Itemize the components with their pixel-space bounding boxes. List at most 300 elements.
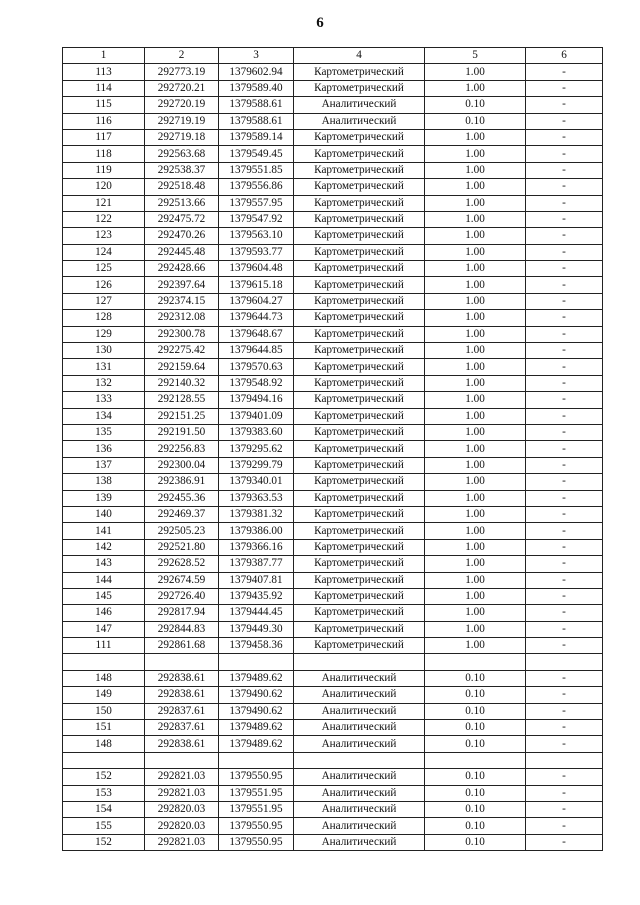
table-cell: 0.10 — [425, 818, 526, 834]
table-cell: 1379551.95 — [219, 785, 294, 801]
table-cell: 1379648.67 — [219, 326, 294, 342]
table-cell: 292521.80 — [145, 539, 219, 555]
table-cell: - — [526, 244, 603, 260]
table-cell — [425, 654, 526, 670]
table-cell: 131 — [63, 359, 145, 375]
table-cell: 292674.59 — [145, 572, 219, 588]
table-cell: 292151.25 — [145, 408, 219, 424]
table-cell: 1379366.16 — [219, 539, 294, 555]
table-cell: 0.10 — [425, 97, 526, 113]
table-cell: - — [526, 457, 603, 473]
table-cell: 1.00 — [425, 556, 526, 572]
table-cell: 115 — [63, 97, 145, 113]
table-cell: 1379644.85 — [219, 343, 294, 359]
table-row — [63, 244, 603, 260]
table-cell: 1.00 — [425, 539, 526, 555]
table-row — [63, 801, 603, 817]
table-cell: - — [526, 228, 603, 244]
table-cell: 148 — [63, 736, 145, 752]
table-cell: 1.00 — [425, 228, 526, 244]
table-cell: Аналитический — [294, 785, 425, 801]
table-cell: 1.00 — [425, 277, 526, 293]
table-cell: 153 — [63, 785, 145, 801]
table-cell: Аналитический — [294, 736, 425, 752]
header-cell-1: 1 — [63, 48, 145, 64]
table-cell — [526, 752, 603, 768]
table-row — [63, 490, 603, 506]
table-cell: 292469.37 — [145, 506, 219, 522]
table-cell: 0.10 — [425, 670, 526, 686]
table-cell: 1379588.61 — [219, 97, 294, 113]
table-cell: 1379551.95 — [219, 801, 294, 817]
table-cell: 292628.52 — [145, 556, 219, 572]
table-cell: 292386.91 — [145, 474, 219, 490]
table-cell: 0.10 — [425, 736, 526, 752]
table-cell: 1379644.73 — [219, 310, 294, 326]
table-cell: 122 — [63, 211, 145, 227]
header-row — [63, 48, 603, 64]
table-row — [63, 211, 603, 227]
table-cell: - — [526, 834, 603, 850]
table-cell: 1.00 — [425, 523, 526, 539]
table-cell: 155 — [63, 818, 145, 834]
table-cell: - — [526, 490, 603, 506]
table-cell: 124 — [63, 244, 145, 260]
table-cell: 292159.64 — [145, 359, 219, 375]
table-cell: - — [526, 64, 603, 80]
table-cell: 1379383.60 — [219, 424, 294, 440]
table-cell: 292844.83 — [145, 621, 219, 637]
table-cell: Аналитический — [294, 801, 425, 817]
table-row — [63, 834, 603, 850]
table-cell: - — [526, 211, 603, 227]
table-cell — [294, 654, 425, 670]
table-cell: Картометрический — [294, 146, 425, 162]
table-cell: 116 — [63, 113, 145, 129]
table-cell: 138 — [63, 474, 145, 490]
table-cell: 1379550.95 — [219, 834, 294, 850]
table-cell: 113 — [63, 64, 145, 80]
table-cell: 1.00 — [425, 441, 526, 457]
table-cell: Картометрический — [294, 179, 425, 195]
table-row — [63, 785, 603, 801]
table-cell: Картометрический — [294, 80, 425, 96]
table-cell: 147 — [63, 621, 145, 637]
table-cell — [63, 654, 145, 670]
table-cell: 121 — [63, 195, 145, 211]
table-cell: 292513.66 — [145, 195, 219, 211]
table-cell: Картометрический — [294, 523, 425, 539]
table-cell: Картометрический — [294, 490, 425, 506]
table-cell: Картометрический — [294, 310, 425, 326]
table-row — [63, 539, 603, 555]
table-cell — [425, 752, 526, 768]
table-cell: 119 — [63, 162, 145, 178]
table-body — [63, 64, 603, 851]
table-cell: - — [526, 195, 603, 211]
table-cell: 292719.18 — [145, 129, 219, 145]
table-row — [63, 392, 603, 408]
table-cell: Картометрический — [294, 408, 425, 424]
table-row — [63, 670, 603, 686]
table-cell: - — [526, 146, 603, 162]
table-cell — [145, 752, 219, 768]
table-cell: Картометрический — [294, 638, 425, 654]
table-cell: - — [526, 769, 603, 785]
table-cell: Картометрический — [294, 195, 425, 211]
table-cell: 1379604.27 — [219, 293, 294, 309]
table-row — [63, 572, 603, 588]
table-cell: 1379449.30 — [219, 621, 294, 637]
table-row — [63, 293, 603, 309]
table-cell: Картометрический — [294, 588, 425, 604]
table-cell: 114 — [63, 80, 145, 96]
table-row — [63, 162, 603, 178]
table-cell: 1.00 — [425, 375, 526, 391]
table-cell: 1.00 — [425, 261, 526, 277]
table-cell: Аналитический — [294, 818, 425, 834]
table-row — [63, 424, 603, 440]
table-cell: - — [526, 818, 603, 834]
table-cell: 1.00 — [425, 359, 526, 375]
table-cell: 1379489.62 — [219, 670, 294, 686]
table-cell: 129 — [63, 326, 145, 342]
table-row — [63, 588, 603, 604]
table-cell: Картометрический — [294, 244, 425, 260]
table-cell: 292563.68 — [145, 146, 219, 162]
table-cell: 1.00 — [425, 490, 526, 506]
page-number: 6 — [316, 15, 324, 31]
table-cell: 1379604.48 — [219, 261, 294, 277]
table-cell: - — [526, 375, 603, 391]
table-cell: 1379551.85 — [219, 162, 294, 178]
table-cell: Аналитический — [294, 703, 425, 719]
table-cell: 134 — [63, 408, 145, 424]
table-cell: Картометрический — [294, 474, 425, 490]
table-cell: 135 — [63, 424, 145, 440]
table-cell: 1379295.62 — [219, 441, 294, 457]
table-row — [63, 687, 603, 703]
table-cell: 1.00 — [425, 474, 526, 490]
table-cell: Картометрический — [294, 129, 425, 145]
table-row — [63, 359, 603, 375]
table-cell: 126 — [63, 277, 145, 293]
table-cell: Картометрический — [294, 293, 425, 309]
header-cell-6: 6 — [526, 48, 603, 64]
table-cell: - — [526, 703, 603, 719]
table-cell: - — [526, 736, 603, 752]
table-cell: - — [526, 785, 603, 801]
table-row — [63, 228, 603, 244]
table-cell: - — [526, 277, 603, 293]
table-cell: 137 — [63, 457, 145, 473]
table-cell: - — [526, 80, 603, 96]
table-cell: 1379570.63 — [219, 359, 294, 375]
table-cell: - — [526, 179, 603, 195]
table-cell: - — [526, 720, 603, 736]
table-cell: Аналитический — [294, 720, 425, 736]
table-cell: - — [526, 801, 603, 817]
table-cell: 1379494.16 — [219, 392, 294, 408]
table-cell: Картометрический — [294, 375, 425, 391]
table-cell: - — [526, 326, 603, 342]
table-cell: Картометрический — [294, 605, 425, 621]
table-cell: 132 — [63, 375, 145, 391]
table-cell: - — [526, 441, 603, 457]
table-cell: Картометрический — [294, 457, 425, 473]
table-row — [63, 146, 603, 162]
table-cell: 1.00 — [425, 605, 526, 621]
table-cell: 139 — [63, 490, 145, 506]
table-row — [63, 621, 603, 637]
table-cell: - — [526, 359, 603, 375]
table-cell — [219, 654, 294, 670]
table-cell: 292820.03 — [145, 801, 219, 817]
table-cell: - — [526, 474, 603, 490]
table-cell: - — [526, 638, 603, 654]
table-cell: 142 — [63, 539, 145, 555]
table-cell: 1379589.14 — [219, 129, 294, 145]
table-cell: 292720.19 — [145, 97, 219, 113]
table-cell: - — [526, 293, 603, 309]
table-cell: Картометрический — [294, 359, 425, 375]
table-cell: 1.00 — [425, 129, 526, 145]
table-cell: 1.00 — [425, 457, 526, 473]
table-cell: 1.00 — [425, 343, 526, 359]
table-row — [63, 720, 603, 736]
table-cell: 111 — [63, 638, 145, 654]
table-cell: 292726.40 — [145, 588, 219, 604]
table-row — [63, 441, 603, 457]
table-cell: Картометрический — [294, 556, 425, 572]
table-cell — [294, 752, 425, 768]
coordinates-table — [62, 47, 603, 851]
table-cell: 149 — [63, 687, 145, 703]
table-cell: 1.00 — [425, 392, 526, 408]
table-cell: Аналитический — [294, 97, 425, 113]
table-row — [63, 736, 603, 752]
table-header — [63, 48, 603, 64]
table-cell: 292445.48 — [145, 244, 219, 260]
table-cell: 145 — [63, 588, 145, 604]
table-cell: 292312.08 — [145, 310, 219, 326]
table-cell: 292817.94 — [145, 605, 219, 621]
table-cell: 1379407.81 — [219, 572, 294, 588]
table-cell: 1.00 — [425, 162, 526, 178]
table-row — [63, 97, 603, 113]
table-row — [63, 326, 603, 342]
table-cell: - — [526, 162, 603, 178]
table-cell: 1379435.92 — [219, 588, 294, 604]
table-cell: 1379340.01 — [219, 474, 294, 490]
table-cell: 0.10 — [425, 834, 526, 850]
table-cell: 123 — [63, 228, 145, 244]
table-cell: - — [526, 687, 603, 703]
table-cell: 1379489.62 — [219, 720, 294, 736]
table-cell: 0.10 — [425, 113, 526, 129]
table-cell: 1.00 — [425, 64, 526, 80]
table-cell: 292374.15 — [145, 293, 219, 309]
table-cell: Аналитический — [294, 113, 425, 129]
header-cell-4: 4 — [294, 48, 425, 64]
table-cell: 1.00 — [425, 310, 526, 326]
table-cell: 1.00 — [425, 244, 526, 260]
table-cell: 128 — [63, 310, 145, 326]
table-cell: - — [526, 97, 603, 113]
table-cell: 292838.61 — [145, 670, 219, 686]
table-cell: 0.10 — [425, 703, 526, 719]
table-cell: 292428.66 — [145, 261, 219, 277]
table-row — [63, 769, 603, 785]
table-cell: - — [526, 261, 603, 277]
table-cell: 1379556.86 — [219, 179, 294, 195]
table-cell: - — [526, 539, 603, 555]
table-cell: 1379563.10 — [219, 228, 294, 244]
table-cell: 0.10 — [425, 720, 526, 736]
table-cell: 1.00 — [425, 506, 526, 522]
table-spacer-row — [63, 654, 603, 670]
table-cell: 292719.19 — [145, 113, 219, 129]
table-cell: 292256.83 — [145, 441, 219, 457]
table-cell: 1.00 — [425, 195, 526, 211]
table-row — [63, 408, 603, 424]
table-cell: 292275.42 — [145, 343, 219, 359]
table-cell — [63, 752, 145, 768]
table-row — [63, 195, 603, 211]
table-cell: 1379588.61 — [219, 113, 294, 129]
table-cell: Картометрический — [294, 392, 425, 408]
table-row — [63, 506, 603, 522]
table-cell: 1.00 — [425, 621, 526, 637]
table-cell: 292300.04 — [145, 457, 219, 473]
table-cell: Картометрический — [294, 621, 425, 637]
table-cell: 292538.37 — [145, 162, 219, 178]
table-cell: 292518.48 — [145, 179, 219, 195]
table-cell: Аналитический — [294, 769, 425, 785]
table-cell: 1.00 — [425, 638, 526, 654]
table-cell: Аналитический — [294, 670, 425, 686]
table-cell: 1379490.62 — [219, 703, 294, 719]
table-cell: - — [526, 605, 603, 621]
table-cell: 292191.50 — [145, 424, 219, 440]
table-cell: 117 — [63, 129, 145, 145]
table-cell: - — [526, 113, 603, 129]
table-row — [63, 457, 603, 473]
table-cell: Картометрический — [294, 162, 425, 178]
table-cell: - — [526, 621, 603, 637]
table-cell: 1379489.62 — [219, 736, 294, 752]
table-cell: Картометрический — [294, 64, 425, 80]
table-cell: Картометрический — [294, 441, 425, 457]
table-cell: 1.00 — [425, 572, 526, 588]
table-cell: Аналитический — [294, 687, 425, 703]
table-cell: - — [526, 408, 603, 424]
table-row — [63, 343, 603, 359]
table-cell: Картометрический — [294, 228, 425, 244]
table-cell: 0.10 — [425, 769, 526, 785]
table-cell: 1379550.95 — [219, 769, 294, 785]
table-cell: 1379557.95 — [219, 195, 294, 211]
table-cell: 292821.03 — [145, 769, 219, 785]
table-cell: - — [526, 129, 603, 145]
table-cell: 292821.03 — [145, 834, 219, 850]
table-cell: 120 — [63, 179, 145, 195]
table-cell: Картометрический — [294, 211, 425, 227]
table-cell — [219, 752, 294, 768]
table-spacer-row — [63, 752, 603, 768]
table-cell: 1379381.32 — [219, 506, 294, 522]
table-row — [63, 638, 603, 654]
table-row — [63, 523, 603, 539]
table-cell: Картометрический — [294, 343, 425, 359]
table-row — [63, 375, 603, 391]
table-cell: 292300.78 — [145, 326, 219, 342]
table-cell: 1379548.92 — [219, 375, 294, 391]
table-row — [63, 310, 603, 326]
table-cell: 1379547.92 — [219, 211, 294, 227]
table-cell: - — [526, 424, 603, 440]
table-cell: 144 — [63, 572, 145, 588]
table-cell: 1.00 — [425, 326, 526, 342]
table-cell: 154 — [63, 801, 145, 817]
table-cell: 152 — [63, 769, 145, 785]
table-cell: 1.00 — [425, 588, 526, 604]
table-cell: 292505.23 — [145, 523, 219, 539]
table-cell: Картометрический — [294, 424, 425, 440]
table-cell: 1.00 — [425, 80, 526, 96]
table-cell: 127 — [63, 293, 145, 309]
table-cell: 292397.64 — [145, 277, 219, 293]
table-cell: - — [526, 523, 603, 539]
table-cell — [526, 654, 603, 670]
table-cell: 1.00 — [425, 424, 526, 440]
table-cell: 0.10 — [425, 687, 526, 703]
table-cell: 1379593.77 — [219, 244, 294, 260]
table-cell: 141 — [63, 523, 145, 539]
table-cell: 143 — [63, 556, 145, 572]
table-cell: 292128.55 — [145, 392, 219, 408]
table-cell: - — [526, 343, 603, 359]
table-cell: 125 — [63, 261, 145, 277]
table-cell: Картометрический — [294, 572, 425, 588]
table-cell: 1379602.94 — [219, 64, 294, 80]
header-cell-5: 5 — [425, 48, 526, 64]
table-row — [63, 818, 603, 834]
table-cell: 1379589.40 — [219, 80, 294, 96]
table-cell: 140 — [63, 506, 145, 522]
table-cell: 292861.68 — [145, 638, 219, 654]
table-row — [63, 64, 603, 80]
table-row — [63, 605, 603, 621]
table-cell: 0.10 — [425, 801, 526, 817]
table-cell: 292838.61 — [145, 736, 219, 752]
table-cell: 133 — [63, 392, 145, 408]
table-cell: Картометрический — [294, 326, 425, 342]
table-cell: Картометрический — [294, 261, 425, 277]
table-cell: - — [526, 588, 603, 604]
table-cell — [145, 654, 219, 670]
table-cell: 1379401.09 — [219, 408, 294, 424]
table-cell: 146 — [63, 605, 145, 621]
table-row — [63, 261, 603, 277]
table-cell: 1379387.77 — [219, 556, 294, 572]
table-cell: 292455.36 — [145, 490, 219, 506]
table-cell: 1379299.79 — [219, 457, 294, 473]
table-cell: Аналитический — [294, 834, 425, 850]
table-cell: - — [526, 392, 603, 408]
table-cell: - — [526, 572, 603, 588]
table-cell: 1.00 — [425, 408, 526, 424]
